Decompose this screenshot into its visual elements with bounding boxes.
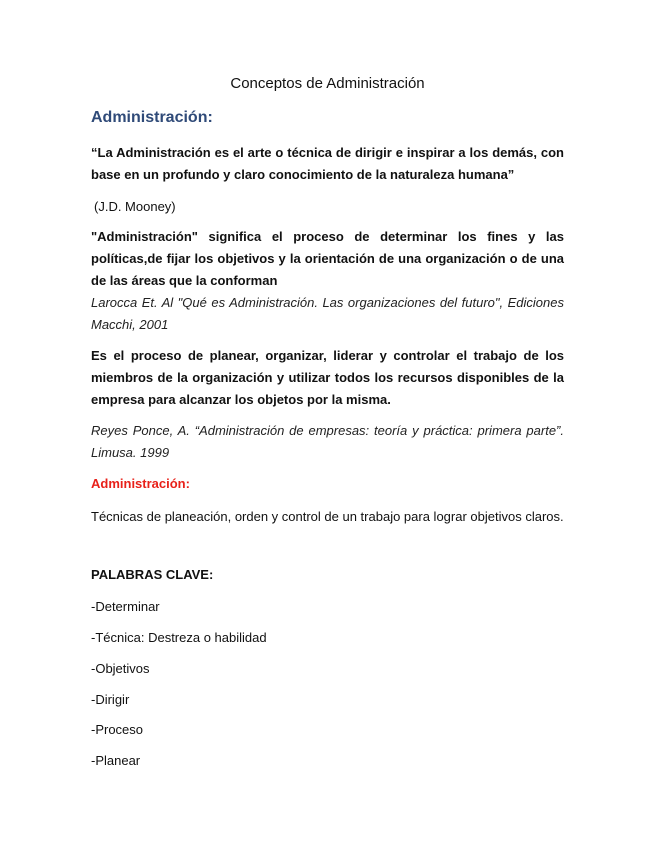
citation-larocca: Larocca Et. Al "Qué es Administración. Las organizaciones del futuro", Ediciones Macchi, 2001 xyxy=(91,295,564,332)
page-title: Conceptos de Administración xyxy=(230,75,425,92)
keyword-item: -Determinar xyxy=(91,599,160,614)
section-heading: Administración: xyxy=(91,109,213,126)
red-heading: Administración: xyxy=(91,476,190,491)
keyword-item: -Proceso xyxy=(91,722,144,737)
definition-reyes-ponce: Es el proceso de planear, organizar, liderar y controlar el trabajo de los miembros de la organización y utilizar todos los recursos disponibles de la empresa para alcanzar los objetos por la misma. xyxy=(91,348,564,407)
keyword-item: -Planear xyxy=(91,753,141,768)
keyword-item: -Técnica: Destreza o habilidad xyxy=(91,630,267,645)
citation-reyes-ponce: Reyes Ponce, A. “Administración de empresas: teoría y práctica: primera parte”. Limusa. 1999 xyxy=(91,423,564,460)
keywords-heading: PALABRAS CLAVE: xyxy=(91,567,214,582)
keyword-item: -Objetivos xyxy=(91,661,150,676)
quote-author: (J.D. Mooney) xyxy=(94,199,176,214)
keyword-item: -Dirigir xyxy=(91,692,130,707)
mooney-quote: “La Administración es el arte o técnica de dirigir e inspirar a los demás, con base en un profundo y claro conocimiento de la naturaleza humana” xyxy=(91,145,564,182)
definition-larocca: "Administración" significa el proceso de determinar los fines y las políticas,de fijar los objetivos y la orientación de una organización o de una de las áreas que la conforman xyxy=(91,229,564,288)
definition-own: Técnicas de planeación, orden y control de un trabajo para lograr objetivos claros. xyxy=(91,509,564,524)
